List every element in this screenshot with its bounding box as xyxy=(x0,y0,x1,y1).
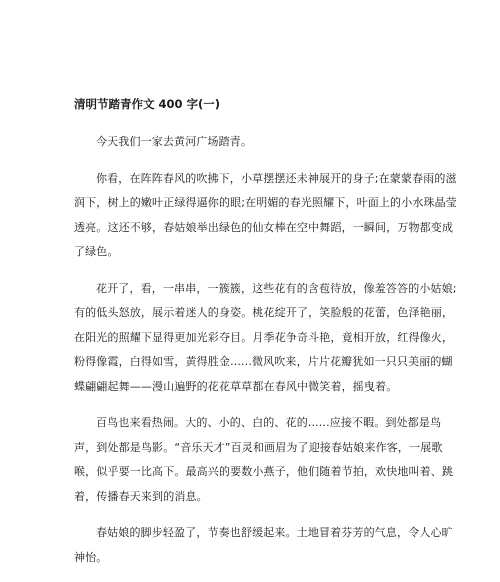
paragraph-line: 花开了，看，一串串，一簇簇，这些花有的含苞待放，像羞答答的小姑娘; xyxy=(96,281,457,295)
paragraph-line: 声，到处都是鸟影。“音乐天才”百灵和画眉为了迎接春姑娘来作客，一展歌 xyxy=(74,440,443,454)
paragraph-5 xyxy=(74,521,453,570)
paragraph-line: 了绿色。 xyxy=(74,245,119,258)
paragraph-line: 蝶翩翩起舞——漫山遍野的花花草草都在春风中微笑着，摇曳着。 xyxy=(74,379,398,393)
paragraph-line: 粉得像霞，白得如雪，黄得胜金......微风吹来，片片花瓣犹如一只只美丽的蝴 xyxy=(74,355,453,368)
paragraph-line: 今天我们一家去黄河广场踏青。 xyxy=(96,135,253,148)
paragraph-line: 百鸟也来看热闹。大的、小的、白的、花的......应接不暇。到处都是鸟 xyxy=(96,416,442,429)
paragraph-3 xyxy=(74,277,457,400)
paragraph-line: 着，传播春天来到的消息。 xyxy=(74,489,208,503)
paragraph-line: 有的低头怒放，展示着迷人的身姿。桃花绽开了，笑脸般的花蕾，色泽艳丽， xyxy=(74,306,454,319)
document-page xyxy=(74,96,457,582)
paragraph-2 xyxy=(74,167,457,265)
paragraph-line: 透亮。这还不够，春姑娘举出绿色的仙女棒在空中舞蹈，一瞬间，万物都变成 xyxy=(74,220,454,234)
document-title: 清明节踏青作文 400 字(一) xyxy=(74,97,221,111)
paragraph-line: 润下，树上的嫩叶正绿得逼你的眼;在明媚的春光照耀下，叶面上的小水珠晶莹 xyxy=(74,196,457,209)
paragraph-line: 春姑娘的脚步轻盈了，节奏也舒缓起来。土地冒着芬芳的气息，令人心旷 xyxy=(96,526,453,539)
paragraph-line: 你看，在阵阵春风的吹拂下，小草摆摆还未神展开的身子;在蒙蒙春雨的滋 xyxy=(96,171,457,185)
paragraph-line: 在阳光的照耀下显得更加光彩夺目。月季花争奇斗艳，竟相开放，红得像火， xyxy=(74,330,454,344)
paragraph-1 xyxy=(74,130,424,155)
paragraph-line: 神怡。 xyxy=(74,550,108,564)
paragraph-line: 喉，似乎要一比高下。最高兴的要数小燕子，他们随着节拍，欢快地叫着、跳 xyxy=(74,465,454,478)
paragraph-4 xyxy=(74,411,454,509)
